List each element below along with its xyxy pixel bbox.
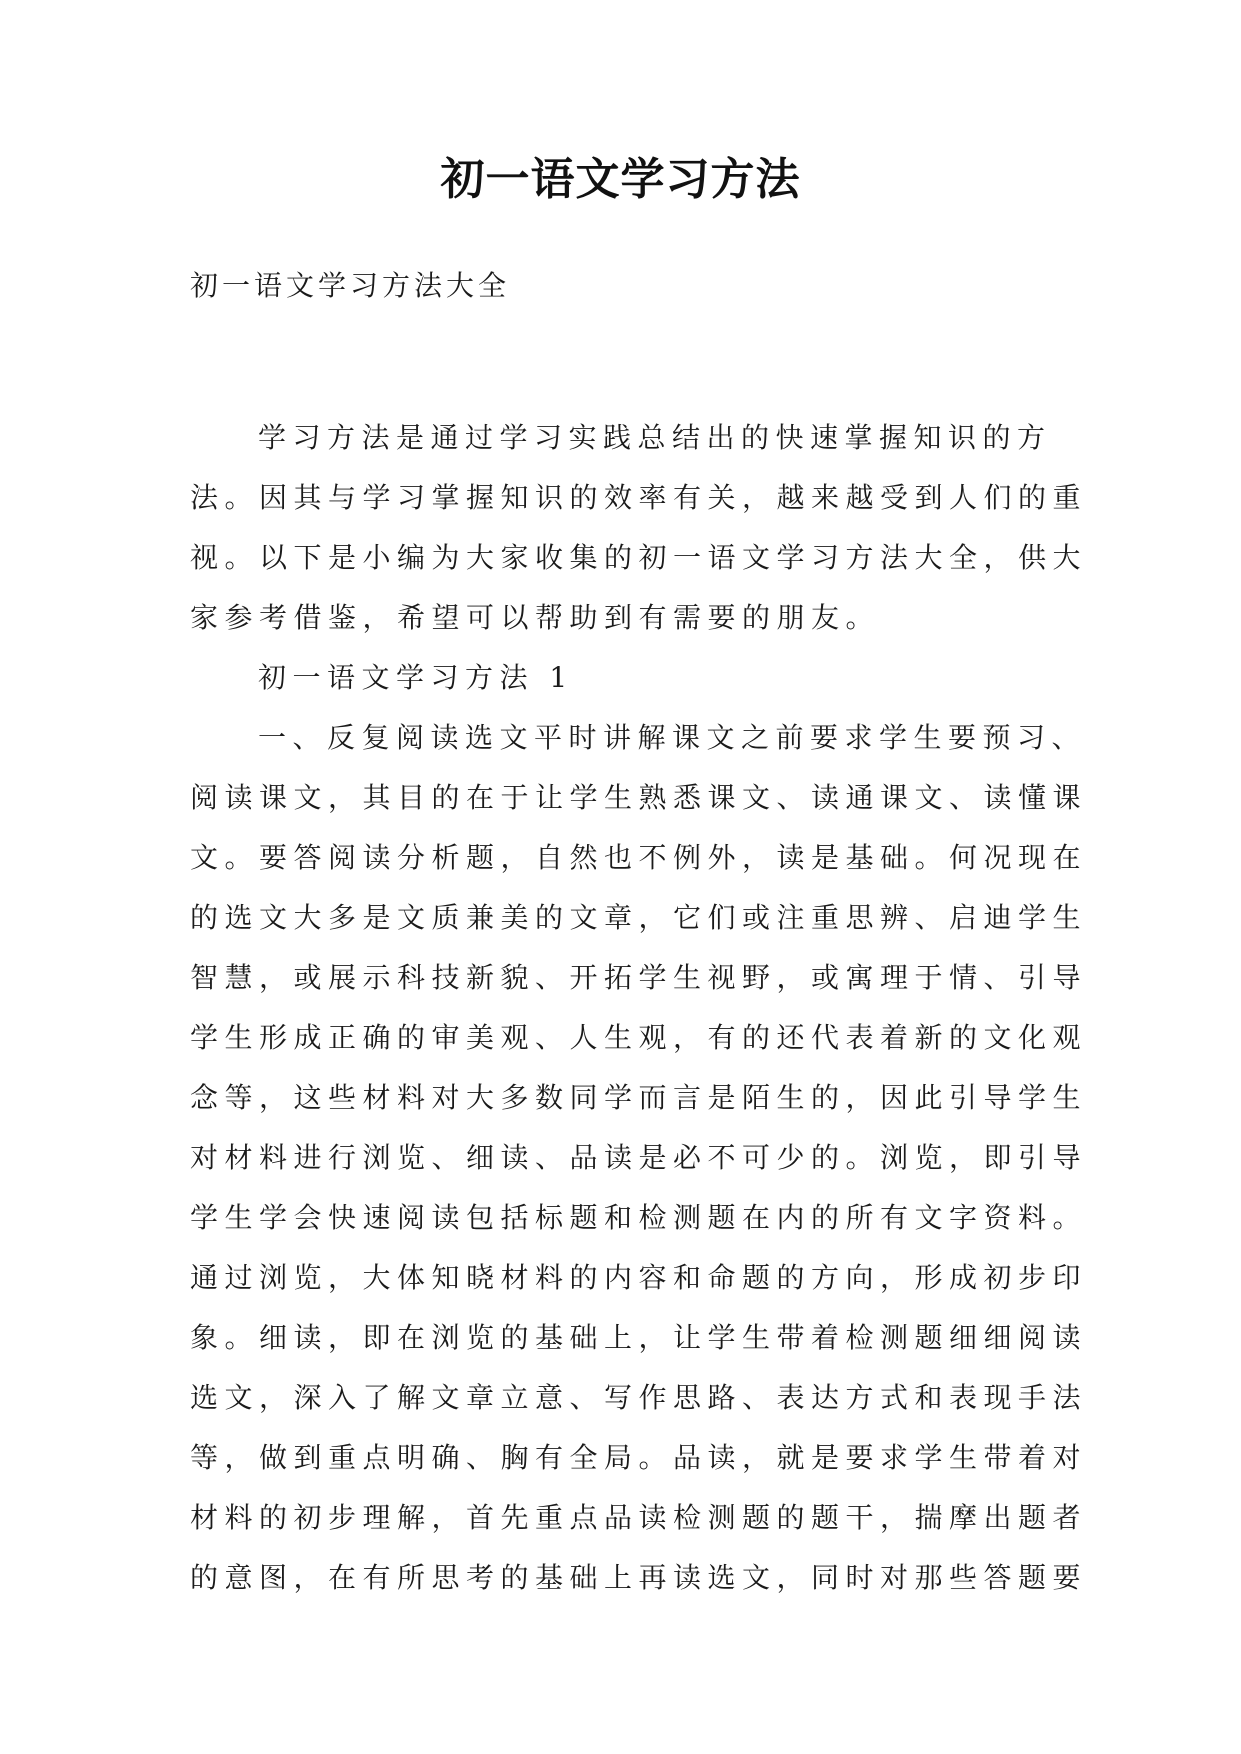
body-line: 选文，深入了解文章立意、写作思路、表达方式和表现手法 — [190, 1381, 1088, 1414]
body-line: 对材料进行浏览、细读、品读是必不可少的。浏览，即引导 — [190, 1141, 1088, 1174]
document-subtitle: 初一语文学习方法大全 — [190, 269, 511, 302]
body-line: 材料的初步理解，首先重点品读检测题的题干，揣摩出题者 — [190, 1501, 1088, 1534]
body-line: 学习方法是通过学习实践总结出的快速掌握知识的方 — [258, 421, 1052, 454]
body-line: 念等，这些材料对大多数同学而言是陌生的，因此引导学生 — [190, 1081, 1088, 1114]
body-line: 文。要答阅读分析题，自然也不例外，读是基础。何况现在 — [190, 841, 1088, 874]
document-body — [190, 408, 1088, 1608]
body-line: 学生形成正确的审美观、人生观，有的还代表着新的文化观 — [190, 1021, 1088, 1054]
document-title: 初一语文学习方法 — [440, 154, 801, 205]
body-line: 阅读课文，其目的在于让学生熟悉课文、读通课文、读懂课 — [190, 781, 1088, 814]
body-line: 的意图，在有所思考的基础上再读选文，同时对那些答题要 — [190, 1561, 1088, 1594]
body-line: 一、反复阅读选文平时讲解课文之前要求学生要预习、 — [258, 721, 1087, 754]
body-line: 等，做到重点明确、胸有全局。品读，就是要求学生带着对 — [190, 1441, 1088, 1474]
body-line: 的选文大多是文质兼美的文章，它们或注重思辨、启迪学生 — [190, 901, 1088, 934]
body-line: 智慧，或展示科技新貌、开拓学生视野，或寓理于情、引导 — [190, 961, 1088, 994]
body-line: 学生学会快速阅读包括标题和检测题在内的所有文字资料。 — [190, 1201, 1088, 1234]
section-heading: 初一语文学习方法 1 — [258, 661, 574, 694]
body-line: 家参考借鉴，希望可以帮助到有需要的朋友。 — [190, 601, 881, 634]
body-line: 象。细读，即在浏览的基础上，让学生带着检测题细细阅读 — [190, 1321, 1088, 1354]
body-line: 法。因其与学习掌握知识的效率有关，越来越受到人们的重 — [190, 481, 1088, 514]
body-line: 视。以下是小编为大家收集的初一语文学习方法大全，供大 — [190, 541, 1088, 574]
body-line: 通过浏览，大体知晓材料的内容和命题的方向，形成初步印 — [190, 1261, 1088, 1294]
